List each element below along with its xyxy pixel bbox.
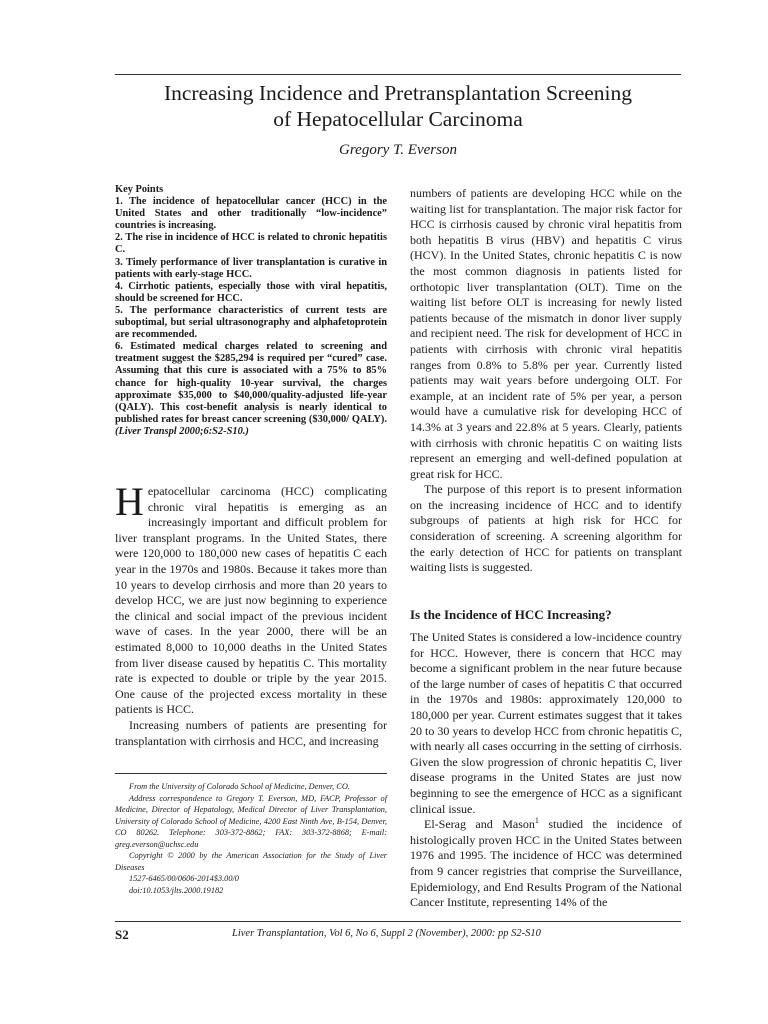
key-point-5: 5. The performance characteristics of current tests are suboptimal, but serial ultrasonography and alphafetoprotein are recommended. [115,304,387,341]
key-point-2: 2. The rise in incidence of HCC is related to chronic hepatitis C. [115,232,387,256]
section-paragraph-2-rest: studied the incidence of histologically proven HCC in the United States between 1976 and 1995. The incidence of HCC was determined from 9 cancer registries that comprise the Surveillance, Epidemiology, and End Results Program of the National Cancer Institute, representing 14% of the [410,817,682,910]
key-point-4: 4. Cirrhotic patients, especially those with viral hepatitis, should be screened for HCC. [115,280,387,304]
key-point-6: 6. Estimated medical charges related to screening and treatment suggest the $285,294 is required per “cured” case. Assuming that this cure is associated with a 75% to 85% chance for high-quality 10-year survival, the charges approximate $35,000 to $40,000/quality-adjusted life-year (QALY). This cost-benefit analysis is nearly identical to published rates for breast cancer screening ($30,000/ QALY). [115,341,387,425]
intro-paragraph-2: Increasing numbers of patients are presenting for transplantation with cirrhosis and HCC, and increasing [115,717,387,748]
key-point-3: 3. Timely performance of liver transplantation is curative in patients with early-stage HCC. [115,256,387,280]
footnote-copyright: Copyright © 2000 by the American Association for the Study of Liver Diseases [115,851,387,872]
section-body [410,630,682,911]
section-paragraph-2-start: El-Serag and Mason [424,817,535,832]
bottom-rule [115,921,681,922]
key-points [115,184,387,438]
page-number: S2 [115,927,129,942]
citation: (Liver Transpl 2000;6:S2-S10.) [115,425,249,437]
title-line-1: Increasing Incidence and Pretransplantation Screening [163,81,633,105]
reference-superscript: 1 [534,816,539,826]
footnotes [115,781,387,896]
right-paragraph-1: numbers of patients are developing HCC while on the waiting list for transplantation. The major risk factor for HCC is cirrhosis caused by chronic viral hepatitis from both hepatitis B virus (HBV) and hepatitis C virus (HCV). In the United States, chronic hepatitis C is now the most common diagnosis in patients listed for orthotopic liver transplantation (OLT). Time on the waiting list before OLT is increasing for newly listed patients because of the mismatch in donor liver supply and recipient need. The risk for development of HCC in patients with cirrhosis with chronic viral hepatitis ranges from 0.8% to 5.8% per year. Currently listed patients may wait years before undergoing OLT. For example, at an incident rate of 5% per year, a person would have a cumulative risk for developing HCC of 14.3% at 3 years and 22.8% at 5 years. Clearly, patients with cirrhosis with chronic hepatitis C on waiting lists represent an emerging and well-defined population at great risk for HCC. [410,186,682,481]
intro-paragraph-1 [115,479,387,718]
title-line-2: of Hepatocellular Carcinoma [273,107,523,131]
article-title [100,80,696,132]
intro-paragraph-1-text: epatocellular carcinoma (HCC) complicating chronic viral hepatitis is emerging as an increasingly important and difficult problem for liver transplant programs. In the United States, there were 120,000 to 180,000 new cases of hepatitis C each year in the 1970s and 1980s. Because it takes more than 10 years to develop cirrhosis and more than 20 years to develop HCC, we are just now beginning to experience the clinical and social impact of the previous incident wave of cases. In the year 2000, there will be an estimated 8,000 to 10,000 deaths in the United States from liver disease caused by hepatitis C. This mortality rate is expected to double or triple by the year 2015. One cause of the projected excess mortality in these patients is HCC. [115,484,387,717]
section-paragraph-2 [410,817,682,911]
author-name: Gregory T. Everson [339,142,457,158]
top-rule [115,74,681,75]
footnote-affiliation: From the University of Colorado School of Medicine, Denver, CO. [129,782,350,791]
footnote-issn: 1527-6465/00/0606-2014$3.00/0 [129,874,239,883]
section-paragraph-1: The United States is considered a low-incidence country for HCC. However, there is concern that HCC may become a significant problem in the near future because of the large number of cases of hepatitis C that occurred in the 1970s and 1980s: approximately 120,000 to 180,000 per year. Current estimates suggest that it takes 20 to 30 years to develop HCC from chronic hepatitis C, with nearly all cases occurring in the setting of cirrhosis. Given the slow progression of chronic hepatitis C, liver disease programs in the United States are just now beginning to see the emergence of HCC as a significant clinical issue. [410,630,682,816]
right-paragraph-2: The purpose of this report is to present information on the increasing incidence of HCC and to identify subgroups of patients at high risk for HCC for consideration of screening. A screening algorithm for the early detection of HCC for patients on transplant waiting lists is suggested. [410,482,682,575]
intro-text [115,479,387,749]
footnote-rule [115,773,387,774]
footnote-doi: doi:10.1053/jlts.2000.19182 [129,885,224,895]
right-column-text [410,186,682,576]
key-points-heading: Key Points [115,184,164,195]
footnote-correspondence: Address correspondence to Gregory T. Everson, MD, FACP, Professor of Medicine, Director of Hepatology, Medical Director of Liver Transplantation, University of Colorado School of Medicine, 4200 East Ninth Ave, B-154, Denver, CO 80262. Telephone: 303-372-8862; FAX: 303-372-8868; E-mail: greg.everson@uchsc.edu [115,793,387,849]
key-points-block [115,184,387,438]
running-footer: Liver Transplantation, Vol 6, No 6, Suppl 2 (November), 2000: pp S2-S10 [232,928,541,939]
section-heading: Is the Incidence of HCC Increasing? [410,607,612,622]
key-point-1: 1. The incidence of hepatocellular cancer (HCC) in the United States and other traditionally “low-incidence” countries is increasing. [115,196,387,232]
drop-cap: H [115,479,144,524]
